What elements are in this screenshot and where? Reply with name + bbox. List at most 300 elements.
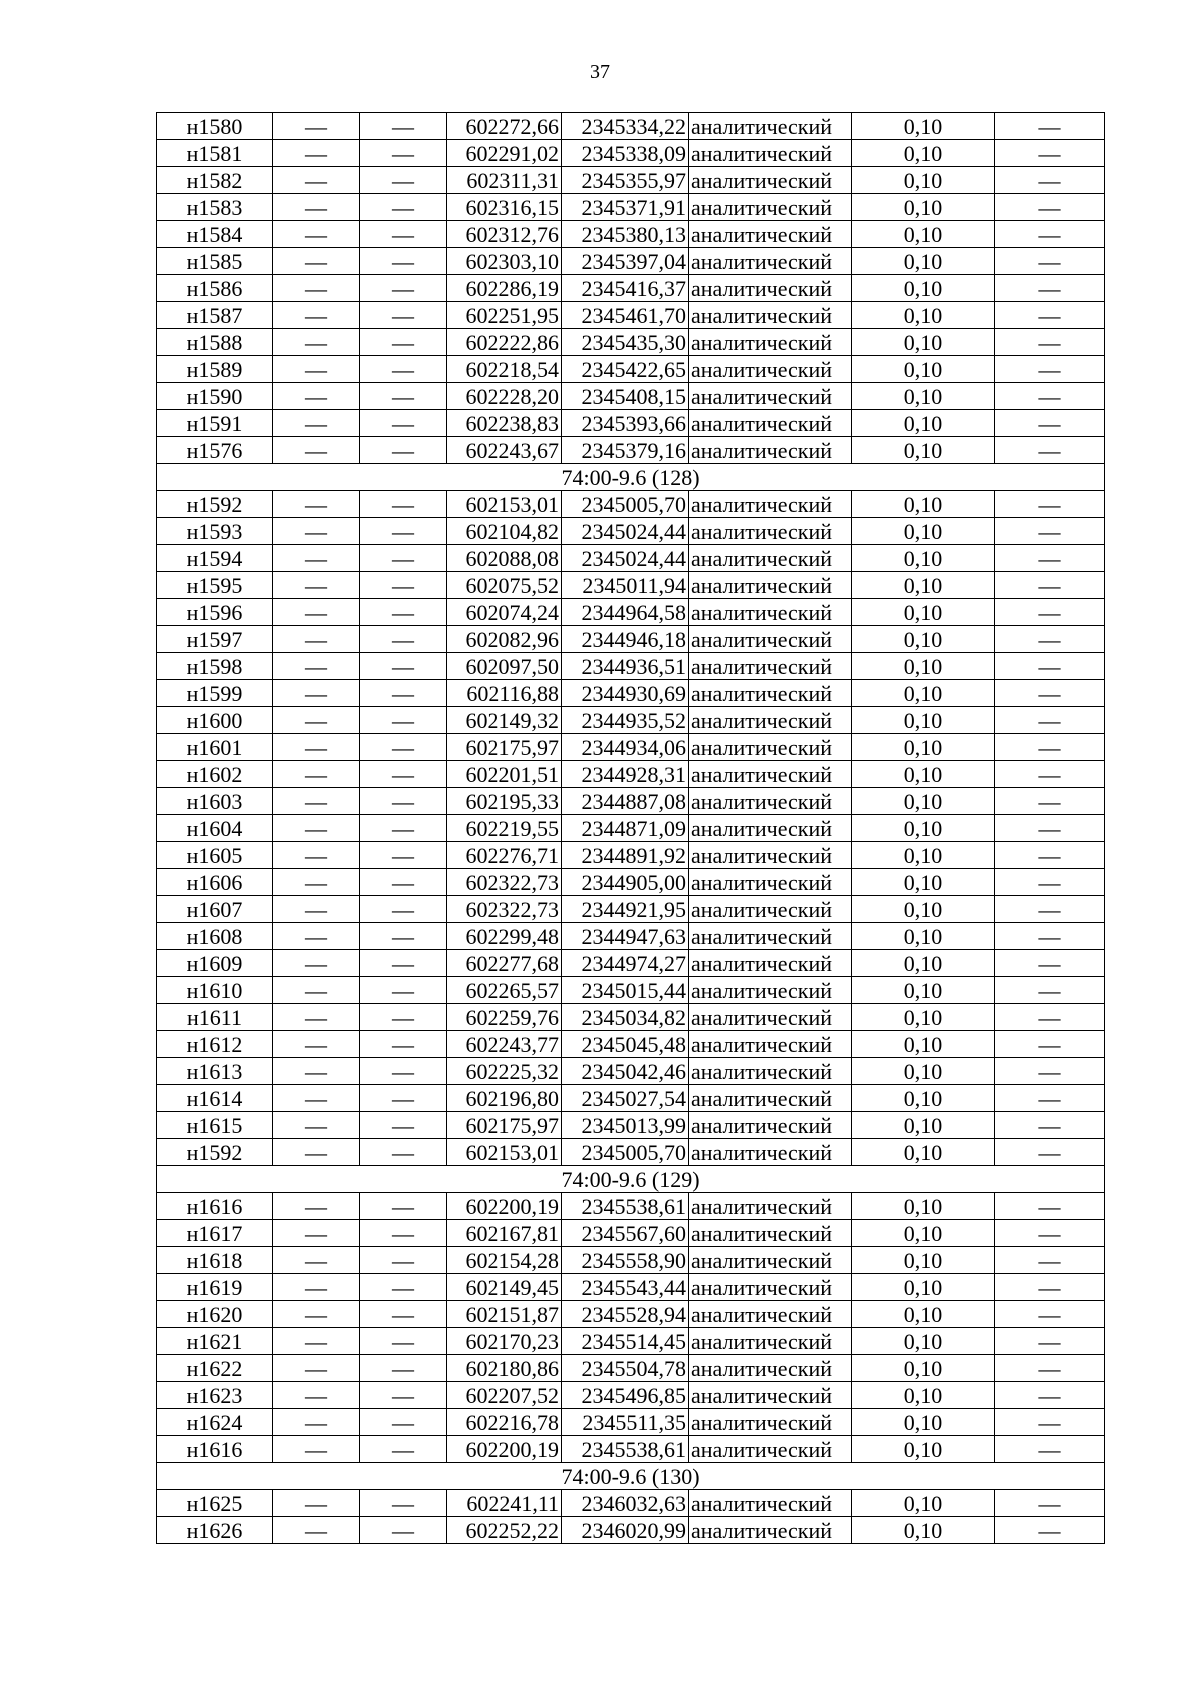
dash-cell: — — [273, 1517, 360, 1544]
y-coordinate-cell: 2344947,63 — [562, 923, 689, 950]
y-coordinate-cell: 2345042,46 — [562, 1058, 689, 1085]
x-coordinate-cell: 602196,80 — [447, 1085, 562, 1112]
dash-cell: — — [995, 329, 1105, 356]
method-cell: аналитический — [689, 329, 852, 356]
point-number-cell: н1619 — [157, 1274, 273, 1301]
accuracy-cell: 0,10 — [852, 707, 995, 734]
dash-cell: — — [995, 842, 1105, 869]
dash-cell: — — [360, 248, 447, 275]
dash-cell: — — [995, 302, 1105, 329]
table-row — [157, 626, 1105, 653]
point-number-cell: н1605 — [157, 842, 273, 869]
dash-cell: — — [360, 1112, 447, 1139]
accuracy-cell: 0,10 — [852, 1490, 995, 1517]
method-cell: аналитический — [689, 1112, 852, 1139]
dash-cell: — — [273, 302, 360, 329]
x-coordinate-cell: 602299,48 — [447, 923, 562, 950]
y-coordinate-cell: 2344974,27 — [562, 950, 689, 977]
dash-cell: — — [360, 761, 447, 788]
table-row — [157, 356, 1105, 383]
table-row — [157, 491, 1105, 518]
method-cell: аналитический — [689, 1274, 852, 1301]
point-number-cell: н1582 — [157, 167, 273, 194]
method-cell: аналитический — [689, 869, 852, 896]
method-cell: аналитический — [689, 788, 852, 815]
y-coordinate-cell: 2345027,54 — [562, 1085, 689, 1112]
dash-cell: — — [995, 1355, 1105, 1382]
dash-cell: — — [273, 491, 360, 518]
dash-cell: — — [995, 1085, 1105, 1112]
accuracy-cell: 0,10 — [852, 815, 995, 842]
table-row — [157, 1031, 1105, 1058]
y-coordinate-cell: 2345355,97 — [562, 167, 689, 194]
dash-cell: — — [360, 545, 447, 572]
section-header-row — [157, 464, 1105, 491]
x-coordinate-cell: 602311,31 — [447, 167, 562, 194]
x-coordinate-cell: 602167,81 — [447, 1220, 562, 1247]
dash-cell: — — [360, 383, 447, 410]
dash-cell: — — [360, 869, 447, 896]
accuracy-cell: 0,10 — [852, 1409, 995, 1436]
x-coordinate-cell: 602259,76 — [447, 1004, 562, 1031]
dash-cell: — — [273, 1382, 360, 1409]
dash-cell: — — [995, 518, 1105, 545]
y-coordinate-cell: 2345543,44 — [562, 1274, 689, 1301]
y-coordinate-cell: 2344928,31 — [562, 761, 689, 788]
dash-cell: — — [273, 545, 360, 572]
point-number-cell: н1596 — [157, 599, 273, 626]
y-coordinate-cell: 2345005,70 — [562, 491, 689, 518]
dash-cell: — — [273, 599, 360, 626]
method-cell: аналитический — [689, 275, 852, 302]
point-number-cell: н1621 — [157, 1328, 273, 1355]
method-cell: аналитический — [689, 167, 852, 194]
dash-cell: — — [273, 977, 360, 1004]
dash-cell: — — [360, 491, 447, 518]
dash-cell: — — [360, 275, 447, 302]
page-number: 37 — [590, 61, 610, 83]
table-body — [157, 113, 1105, 1544]
y-coordinate-cell: 2345397,04 — [562, 248, 689, 275]
dash-cell: — — [360, 626, 447, 653]
table-row — [157, 1247, 1105, 1274]
accuracy-cell: 0,10 — [852, 1220, 995, 1247]
x-coordinate-cell: 602151,87 — [447, 1301, 562, 1328]
method-cell: аналитический — [689, 599, 852, 626]
x-coordinate-cell: 602088,08 — [447, 545, 562, 572]
point-number-cell: н1592 — [157, 1139, 273, 1166]
accuracy-cell: 0,10 — [852, 545, 995, 572]
method-cell: аналитический — [689, 842, 852, 869]
x-coordinate-cell: 602075,52 — [447, 572, 562, 599]
x-coordinate-cell: 602082,96 — [447, 626, 562, 653]
dash-cell: — — [273, 437, 360, 464]
x-coordinate-cell: 602225,32 — [447, 1058, 562, 1085]
point-number-cell: н1586 — [157, 275, 273, 302]
dash-cell: — — [995, 977, 1105, 1004]
y-coordinate-cell: 2345334,22 — [562, 113, 689, 140]
dash-cell: — — [995, 1058, 1105, 1085]
point-number-cell: н1617 — [157, 1220, 273, 1247]
accuracy-cell: 0,10 — [852, 356, 995, 383]
accuracy-cell: 0,10 — [852, 572, 995, 599]
dash-cell: — — [273, 950, 360, 977]
y-coordinate-cell: 2345015,44 — [562, 977, 689, 1004]
x-coordinate-cell: 602195,33 — [447, 788, 562, 815]
table-row — [157, 923, 1105, 950]
method-cell: аналитический — [689, 194, 852, 221]
dash-cell: — — [995, 788, 1105, 815]
y-coordinate-cell: 2345461,70 — [562, 302, 689, 329]
y-coordinate-cell: 2344935,52 — [562, 707, 689, 734]
section-header-row — [157, 1166, 1105, 1193]
accuracy-cell: 0,10 — [852, 950, 995, 977]
x-coordinate-cell: 602286,19 — [447, 275, 562, 302]
x-coordinate-cell: 602316,15 — [447, 194, 562, 221]
accuracy-cell: 0,10 — [852, 626, 995, 653]
x-coordinate-cell: 602277,68 — [447, 950, 562, 977]
dash-cell: — — [995, 113, 1105, 140]
dash-cell: — — [360, 437, 447, 464]
method-cell: аналитический — [689, 1058, 852, 1085]
dash-cell: — — [273, 1031, 360, 1058]
dash-cell: — — [273, 1247, 360, 1274]
table-row — [157, 194, 1105, 221]
dash-cell: — — [360, 1382, 447, 1409]
dash-cell: — — [360, 1355, 447, 1382]
point-number-cell: н1595 — [157, 572, 273, 599]
table-row — [157, 761, 1105, 788]
dash-cell: — — [995, 707, 1105, 734]
y-coordinate-cell: 2345005,70 — [562, 1139, 689, 1166]
dash-cell: — — [995, 653, 1105, 680]
table-row — [157, 680, 1105, 707]
point-number-cell: н1625 — [157, 1490, 273, 1517]
table-row — [157, 1274, 1105, 1301]
accuracy-cell: 0,10 — [852, 869, 995, 896]
table-row — [157, 1490, 1105, 1517]
dash-cell: — — [273, 815, 360, 842]
table-row — [157, 788, 1105, 815]
dash-cell: — — [995, 1139, 1105, 1166]
dash-cell: — — [273, 1193, 360, 1220]
accuracy-cell: 0,10 — [852, 1436, 995, 1463]
point-number-cell: н1593 — [157, 518, 273, 545]
method-cell: аналитический — [689, 1355, 852, 1382]
dash-cell: — — [273, 1301, 360, 1328]
dash-cell: — — [273, 761, 360, 788]
point-number-cell: н1599 — [157, 680, 273, 707]
method-cell: аналитический — [689, 977, 852, 1004]
x-coordinate-cell: 602201,51 — [447, 761, 562, 788]
table-row — [157, 545, 1105, 572]
table-row — [157, 653, 1105, 680]
y-coordinate-cell: 2345013,99 — [562, 1112, 689, 1139]
dash-cell: — — [273, 248, 360, 275]
dash-cell: — — [995, 1193, 1105, 1220]
y-coordinate-cell: 2345558,90 — [562, 1247, 689, 1274]
x-coordinate-cell: 602322,73 — [447, 869, 562, 896]
x-coordinate-cell: 602175,97 — [447, 1112, 562, 1139]
point-number-cell: н1592 — [157, 491, 273, 518]
dash-cell: — — [360, 599, 447, 626]
dash-cell: — — [995, 356, 1105, 383]
dash-cell: — — [360, 1247, 447, 1274]
y-coordinate-cell: 2344934,06 — [562, 734, 689, 761]
table-row — [157, 842, 1105, 869]
x-coordinate-cell: 602276,71 — [447, 842, 562, 869]
y-coordinate-cell: 2344921,95 — [562, 896, 689, 923]
dash-cell: — — [995, 815, 1105, 842]
dash-cell: — — [360, 653, 447, 680]
dash-cell: — — [273, 167, 360, 194]
x-coordinate-cell: 602149,32 — [447, 707, 562, 734]
accuracy-cell: 0,10 — [852, 1355, 995, 1382]
x-coordinate-cell: 602228,20 — [447, 383, 562, 410]
dash-cell: — — [273, 572, 360, 599]
point-number-cell: н1603 — [157, 788, 273, 815]
accuracy-cell: 0,10 — [852, 761, 995, 788]
method-cell: аналитический — [689, 113, 852, 140]
accuracy-cell: 0,10 — [852, 302, 995, 329]
accuracy-cell: 0,10 — [852, 923, 995, 950]
table-row — [157, 1301, 1105, 1328]
x-coordinate-cell: 602149,45 — [447, 1274, 562, 1301]
dash-cell: — — [273, 653, 360, 680]
section-header-row — [157, 1463, 1105, 1490]
x-coordinate-cell: 602303,10 — [447, 248, 562, 275]
section-header-cell: 74:00-9.6 (129) — [157, 1166, 1105, 1193]
dash-cell: — — [995, 680, 1105, 707]
accuracy-cell: 0,10 — [852, 329, 995, 356]
x-coordinate-cell: 602243,77 — [447, 1031, 562, 1058]
dash-cell: — — [360, 896, 447, 923]
method-cell: аналитический — [689, 383, 852, 410]
dash-cell: — — [360, 194, 447, 221]
method-cell: аналитический — [689, 1247, 852, 1274]
point-number-cell: н1620 — [157, 1301, 273, 1328]
point-number-cell: н1583 — [157, 194, 273, 221]
table-row — [157, 1004, 1105, 1031]
point-number-cell: н1624 — [157, 1409, 273, 1436]
dash-cell: — — [273, 329, 360, 356]
table-row — [157, 140, 1105, 167]
table-row — [157, 1085, 1105, 1112]
accuracy-cell: 0,10 — [852, 518, 995, 545]
table-row — [157, 1112, 1105, 1139]
dash-cell: — — [995, 1112, 1105, 1139]
method-cell: аналитический — [689, 572, 852, 599]
dash-cell: — — [360, 140, 447, 167]
dash-cell: — — [360, 329, 447, 356]
dash-cell: — — [273, 707, 360, 734]
accuracy-cell: 0,10 — [852, 140, 995, 167]
method-cell: аналитический — [689, 950, 852, 977]
table-row — [157, 815, 1105, 842]
dash-cell: — — [360, 788, 447, 815]
dash-cell: — — [360, 1004, 447, 1031]
x-coordinate-cell: 602097,50 — [447, 653, 562, 680]
point-number-cell: н1610 — [157, 977, 273, 1004]
y-coordinate-cell: 2345496,85 — [562, 1382, 689, 1409]
table-row — [157, 1436, 1105, 1463]
dash-cell: — — [995, 545, 1105, 572]
point-number-cell: н1609 — [157, 950, 273, 977]
x-coordinate-cell: 602153,01 — [447, 491, 562, 518]
point-number-cell: н1623 — [157, 1382, 273, 1409]
accuracy-cell: 0,10 — [852, 1517, 995, 1544]
accuracy-cell: 0,10 — [852, 734, 995, 761]
x-coordinate-cell: 602243,67 — [447, 437, 562, 464]
method-cell: аналитический — [689, 221, 852, 248]
x-coordinate-cell: 602153,01 — [447, 1139, 562, 1166]
accuracy-cell: 0,10 — [852, 113, 995, 140]
dash-cell: — — [360, 356, 447, 383]
y-coordinate-cell: 2345422,65 — [562, 356, 689, 383]
accuracy-cell: 0,10 — [852, 680, 995, 707]
dash-cell: — — [273, 275, 360, 302]
y-coordinate-cell: 2344905,00 — [562, 869, 689, 896]
dash-cell: — — [273, 383, 360, 410]
dash-cell: — — [995, 437, 1105, 464]
method-cell: аналитический — [689, 1031, 852, 1058]
dash-cell: — — [273, 680, 360, 707]
dash-cell: — — [360, 977, 447, 1004]
dash-cell: — — [995, 167, 1105, 194]
accuracy-cell: 0,10 — [852, 410, 995, 437]
dash-cell: — — [360, 572, 447, 599]
dash-cell: — — [273, 734, 360, 761]
table-row — [157, 977, 1105, 1004]
dash-cell: — — [273, 1058, 360, 1085]
x-coordinate-cell: 602251,95 — [447, 302, 562, 329]
x-coordinate-cell: 602291,02 — [447, 140, 562, 167]
accuracy-cell: 0,10 — [852, 248, 995, 275]
dash-cell: — — [360, 1085, 447, 1112]
accuracy-cell: 0,10 — [852, 1058, 995, 1085]
method-cell: аналитический — [689, 815, 852, 842]
x-coordinate-cell: 602218,54 — [447, 356, 562, 383]
method-cell: аналитический — [689, 518, 852, 545]
dash-cell: — — [995, 410, 1105, 437]
table-row — [157, 518, 1105, 545]
dash-cell: — — [995, 221, 1105, 248]
accuracy-cell: 0,10 — [852, 437, 995, 464]
table-row — [157, 1193, 1105, 1220]
accuracy-cell: 0,10 — [852, 383, 995, 410]
accuracy-cell: 0,10 — [852, 167, 995, 194]
table-row — [157, 410, 1105, 437]
point-number-cell: н1597 — [157, 626, 273, 653]
dash-cell: — — [360, 1274, 447, 1301]
point-number-cell: н1611 — [157, 1004, 273, 1031]
method-cell: аналитический — [689, 248, 852, 275]
table-row — [157, 329, 1105, 356]
x-coordinate-cell: 602207,52 — [447, 1382, 562, 1409]
point-number-cell: н1626 — [157, 1517, 273, 1544]
accuracy-cell: 0,10 — [852, 275, 995, 302]
method-cell: аналитический — [689, 1382, 852, 1409]
method-cell: аналитический — [689, 923, 852, 950]
dash-cell: — — [995, 1409, 1105, 1436]
dash-cell: — — [273, 194, 360, 221]
point-number-cell: н1615 — [157, 1112, 273, 1139]
x-coordinate-cell: 602216,78 — [447, 1409, 562, 1436]
point-number-cell: н1594 — [157, 545, 273, 572]
accuracy-cell: 0,10 — [852, 1274, 995, 1301]
method-cell: аналитический — [689, 734, 852, 761]
dash-cell: — — [995, 950, 1105, 977]
dash-cell: — — [360, 950, 447, 977]
dash-cell: — — [273, 410, 360, 437]
x-coordinate-cell: 602219,55 — [447, 815, 562, 842]
table-row — [157, 572, 1105, 599]
y-coordinate-cell: 2345504,78 — [562, 1355, 689, 1382]
method-cell: аналитический — [689, 356, 852, 383]
accuracy-cell: 0,10 — [852, 1193, 995, 1220]
method-cell: аналитический — [689, 1193, 852, 1220]
dash-cell: — — [995, 1004, 1105, 1031]
dash-cell: — — [273, 788, 360, 815]
dash-cell: — — [995, 869, 1105, 896]
y-coordinate-cell: 2345393,66 — [562, 410, 689, 437]
method-cell: аналитический — [689, 1301, 852, 1328]
dash-cell: — — [360, 518, 447, 545]
dash-cell: — — [995, 1328, 1105, 1355]
dash-cell: — — [995, 1490, 1105, 1517]
x-coordinate-cell: 602116,88 — [447, 680, 562, 707]
y-coordinate-cell: 2345371,91 — [562, 194, 689, 221]
method-cell: аналитический — [689, 1490, 852, 1517]
dash-cell: — — [995, 1220, 1105, 1247]
y-coordinate-cell: 2344871,09 — [562, 815, 689, 842]
dash-cell: — — [273, 1436, 360, 1463]
table-row — [157, 302, 1105, 329]
dash-cell: — — [360, 1517, 447, 1544]
y-coordinate-cell: 2346020,99 — [562, 1517, 689, 1544]
method-cell: аналитический — [689, 761, 852, 788]
y-coordinate-cell: 2345034,82 — [562, 1004, 689, 1031]
method-cell: аналитический — [689, 1220, 852, 1247]
dash-cell: — — [273, 518, 360, 545]
dash-cell: — — [360, 734, 447, 761]
table-row — [157, 248, 1105, 275]
dash-cell: — — [360, 1058, 447, 1085]
y-coordinate-cell: 2345511,35 — [562, 1409, 689, 1436]
y-coordinate-cell: 2345538,61 — [562, 1436, 689, 1463]
x-coordinate-cell: 602154,28 — [447, 1247, 562, 1274]
x-coordinate-cell: 602180,86 — [447, 1355, 562, 1382]
dash-cell: — — [273, 356, 360, 383]
method-cell: аналитический — [689, 680, 852, 707]
y-coordinate-cell: 2345045,48 — [562, 1031, 689, 1058]
dash-cell: — — [273, 1004, 360, 1031]
dash-cell: — — [995, 1382, 1105, 1409]
method-cell: аналитический — [689, 1409, 852, 1436]
y-coordinate-cell: 2345338,09 — [562, 140, 689, 167]
point-number-cell: н1614 — [157, 1085, 273, 1112]
method-cell: аналитический — [689, 1517, 852, 1544]
dash-cell: — — [360, 1193, 447, 1220]
y-coordinate-cell: 2345538,61 — [562, 1193, 689, 1220]
table-row — [157, 707, 1105, 734]
point-number-cell: н1608 — [157, 923, 273, 950]
dash-cell: — — [995, 572, 1105, 599]
dash-cell: — — [273, 140, 360, 167]
y-coordinate-cell: 2344887,08 — [562, 788, 689, 815]
y-coordinate-cell: 2345435,30 — [562, 329, 689, 356]
dash-cell: — — [273, 1409, 360, 1436]
